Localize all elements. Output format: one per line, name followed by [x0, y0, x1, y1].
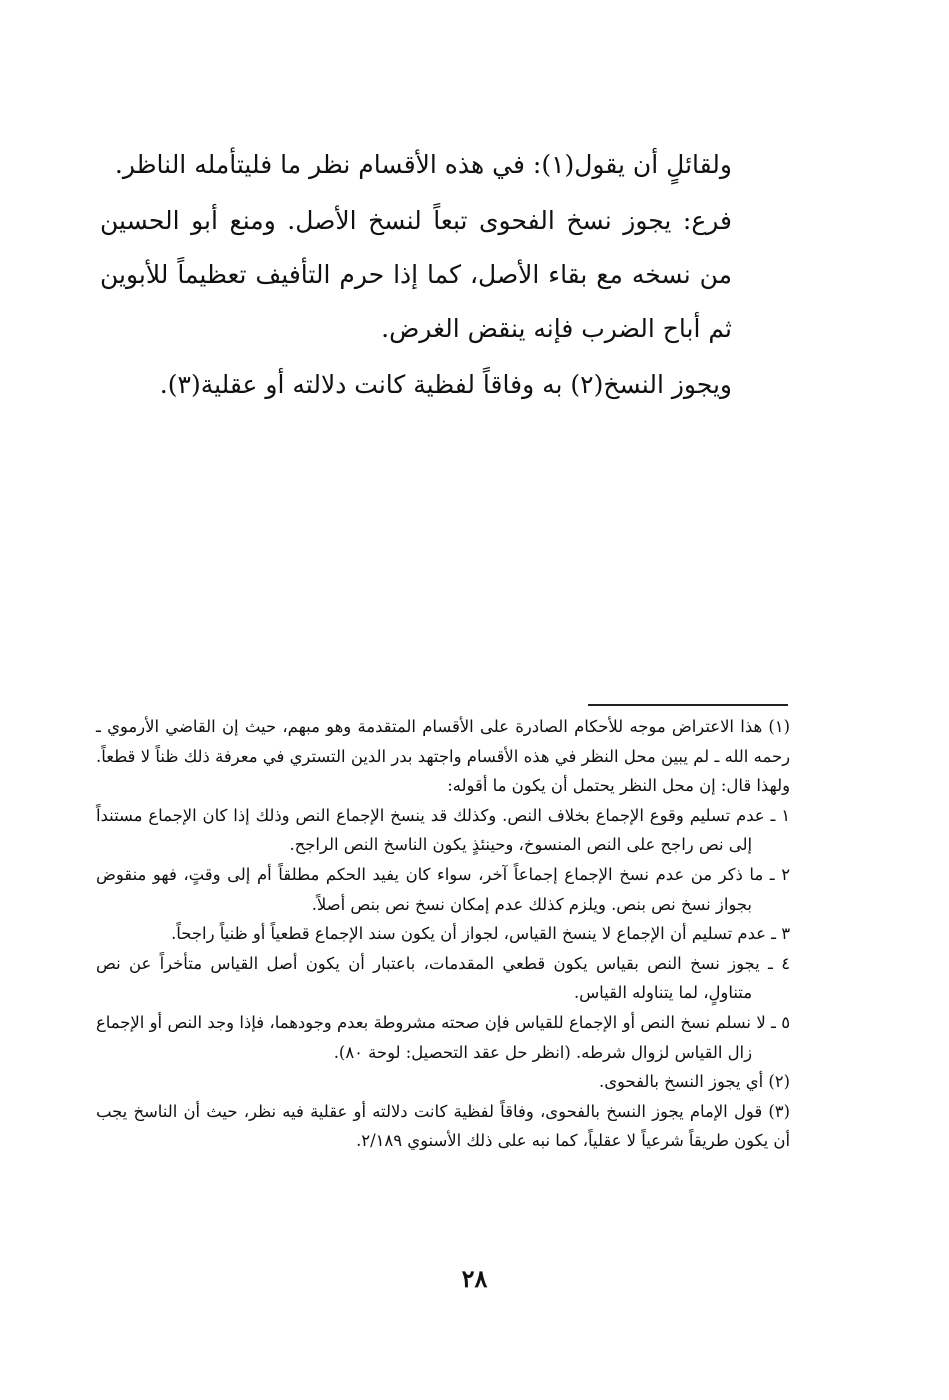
footnote-1-item-5: ٥ ـ لا نسلم نسخ النص أو الإجماع للقياس فإن صحته مشروطة بعدم وجودهما، فإذا وجد النص أو الإجماع زال القياس لزوال شرطه. (انظر حل عقد التحصيل: لوحة ٨٠).	[96, 1012, 790, 1062]
footnote-1-item-3: ٣ ـ عدم تسليم أن الإجماع لا ينسخ القياس، لجواز أن يكون سند الإجماع قطعياً أو ظنياً راجحاً.	[171, 924, 790, 944]
page-number: ٢٨	[461, 1264, 488, 1293]
footnote-1-item-4: ٤ ـ يجوز نسخ النص بقياس يكون قطعي المقدمات، باعتبار أن يكون أصل القياس متأخراً عن نص متناولٍ، لما يتناوله القياس.	[96, 953, 790, 1003]
main-paragraph-2: فرع: يجوز نسخ الفحوى تبعاً لنسخ الأصل. ومنع أبو الحسين من نسخه مع بقاء الأصل، كما إذا حرم التأفيف تعظيماً للأبوين ثم أباح الضرب فإنه ينقض الغرض.	[100, 206, 732, 343]
footnote-1-item-2: ٢ ـ ما ذكر من عدم نسخ الإجماع إجماعاً آخر، سواء كان يفيد الحكم مطلقاً أم إلى وقتٍ، فهو منقوض بجواز نسخ نص بنص. ويلزم كذلك عدم إمكان نسخ نص بنص أصلاً.	[96, 864, 790, 914]
main-paragraph-1: ولقائلٍ أن يقول(١): في هذه الأقسام نظر ما فليتأمله الناظر.	[114, 150, 732, 179]
footnotes	[96, 712, 790, 1156]
footnote-3: (٣) قول الإمام يجوز النسخ بالفحوى، وفاقاً لفظية كانت دلالته أو عقلية فيه نظر، حيث أن الناسخ يجب أن يكون طريقاً شرعياً لا عقلياً، كما نبه على ذلك الأسنوي ٢/١٨٩.	[96, 1101, 790, 1151]
footnote-2: (٢) أي يجوز النسخ بالفحوى.	[599, 1072, 790, 1092]
footnote-1: (١) هذا الاعتراض موجه للأحكام الصادرة على الأقسام المتقدمة وهو مبهم، حيث إن القاضي الأرموي ـ رحمه الله ـ لم يبين محل النظر في هذه الأقسام واجتهد بدر الدين التستري في معرفة ذلك ظناً لا قطعاً. ولهذا قال: إن محل النظر يحتمل أن يكون ما أقوله:	[96, 717, 790, 796]
main-paragraph-3: ويجوز النسخ(٢) به وفاقاً لفظية كانت دلالته أو عقلية(٣).	[159, 370, 732, 399]
main-text	[100, 138, 790, 412]
footnote-separator	[588, 704, 788, 706]
footnote-1-item-1: ١ ـ عدم تسليم وقوع الإجماع بخلاف النص. وكذلك قد ينسخ الإجماع النص وذلك إذا كان الإجماع مستنداً إلى نص راجح على النص المنسوخ، وحينئذٍ يكون الناسخ النص الراجح.	[96, 805, 790, 855]
